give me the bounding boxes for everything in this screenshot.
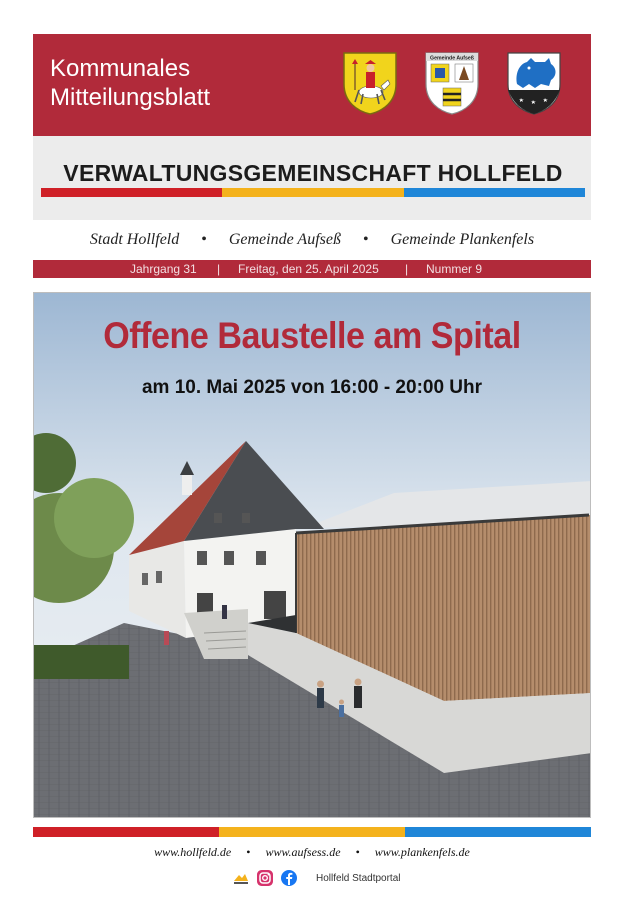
issue-number: Nummer 9	[426, 262, 483, 276]
plankenfels-crest-icon	[505, 50, 563, 116]
link-separator: •	[246, 845, 251, 859]
town-separator: •	[362, 231, 369, 248]
aufsess-crest-icon	[423, 50, 481, 116]
issue-separator: |	[405, 262, 409, 276]
issue-info-bar	[33, 260, 591, 278]
link-aufsess[interactable]: www.aufsess.de	[265, 845, 341, 859]
town-plankenfels: Gemeinde Plankenfels	[390, 231, 535, 248]
masthead-title	[50, 54, 210, 112]
cover-rendering	[33, 292, 591, 818]
hollfeld-crest-icon	[341, 50, 399, 116]
facebook-icon[interactable]	[280, 869, 298, 887]
social-bar	[232, 867, 401, 889]
masthead-title-line1: Kommunales	[50, 55, 191, 82]
link-hollfeld[interactable]: www.hollfeld.de	[154, 845, 232, 859]
building-rendering-image	[34, 293, 591, 818]
member-towns-line	[33, 231, 591, 249]
administration-title: VERWALTUNGSGEMEINSCHAFT HOLLFELD	[63, 160, 563, 186]
town-separator: •	[201, 231, 207, 248]
stadtportal-label[interactable]: Hollfeld Stadtportal	[316, 872, 401, 884]
color-stripe-bottom	[33, 827, 591, 837]
town-hollfeld: Stadt Hollfeld	[89, 231, 180, 248]
masthead-title-line2: Mitteilungsblatt	[50, 84, 211, 111]
link-separator: •	[355, 845, 360, 859]
stadtportal-logo-icon[interactable]	[232, 869, 250, 887]
instagram-icon[interactable]	[256, 869, 274, 887]
color-stripe-top	[41, 188, 585, 197]
town-aufsess: Gemeinde Aufseß	[228, 231, 341, 248]
issue-separator: |	[217, 262, 221, 276]
footer-links	[33, 845, 591, 860]
masthead-band	[33, 34, 591, 136]
administration-band	[33, 136, 591, 220]
issue-date: Freitag, den 25. April 2025	[238, 262, 379, 276]
issue-volume: Jahrgang 31	[130, 262, 197, 276]
hero-headline: Offene Baustelle am Spital	[103, 315, 521, 356]
hero-event-date: am 10. Mai 2025 von 16:00 - 20:00 Uhr	[141, 377, 483, 398]
svg-text:Gemeinde Aufseß: Gemeinde Aufseß	[430, 55, 474, 62]
link-plankenfels[interactable]: www.plankenfels.de	[374, 845, 470, 859]
